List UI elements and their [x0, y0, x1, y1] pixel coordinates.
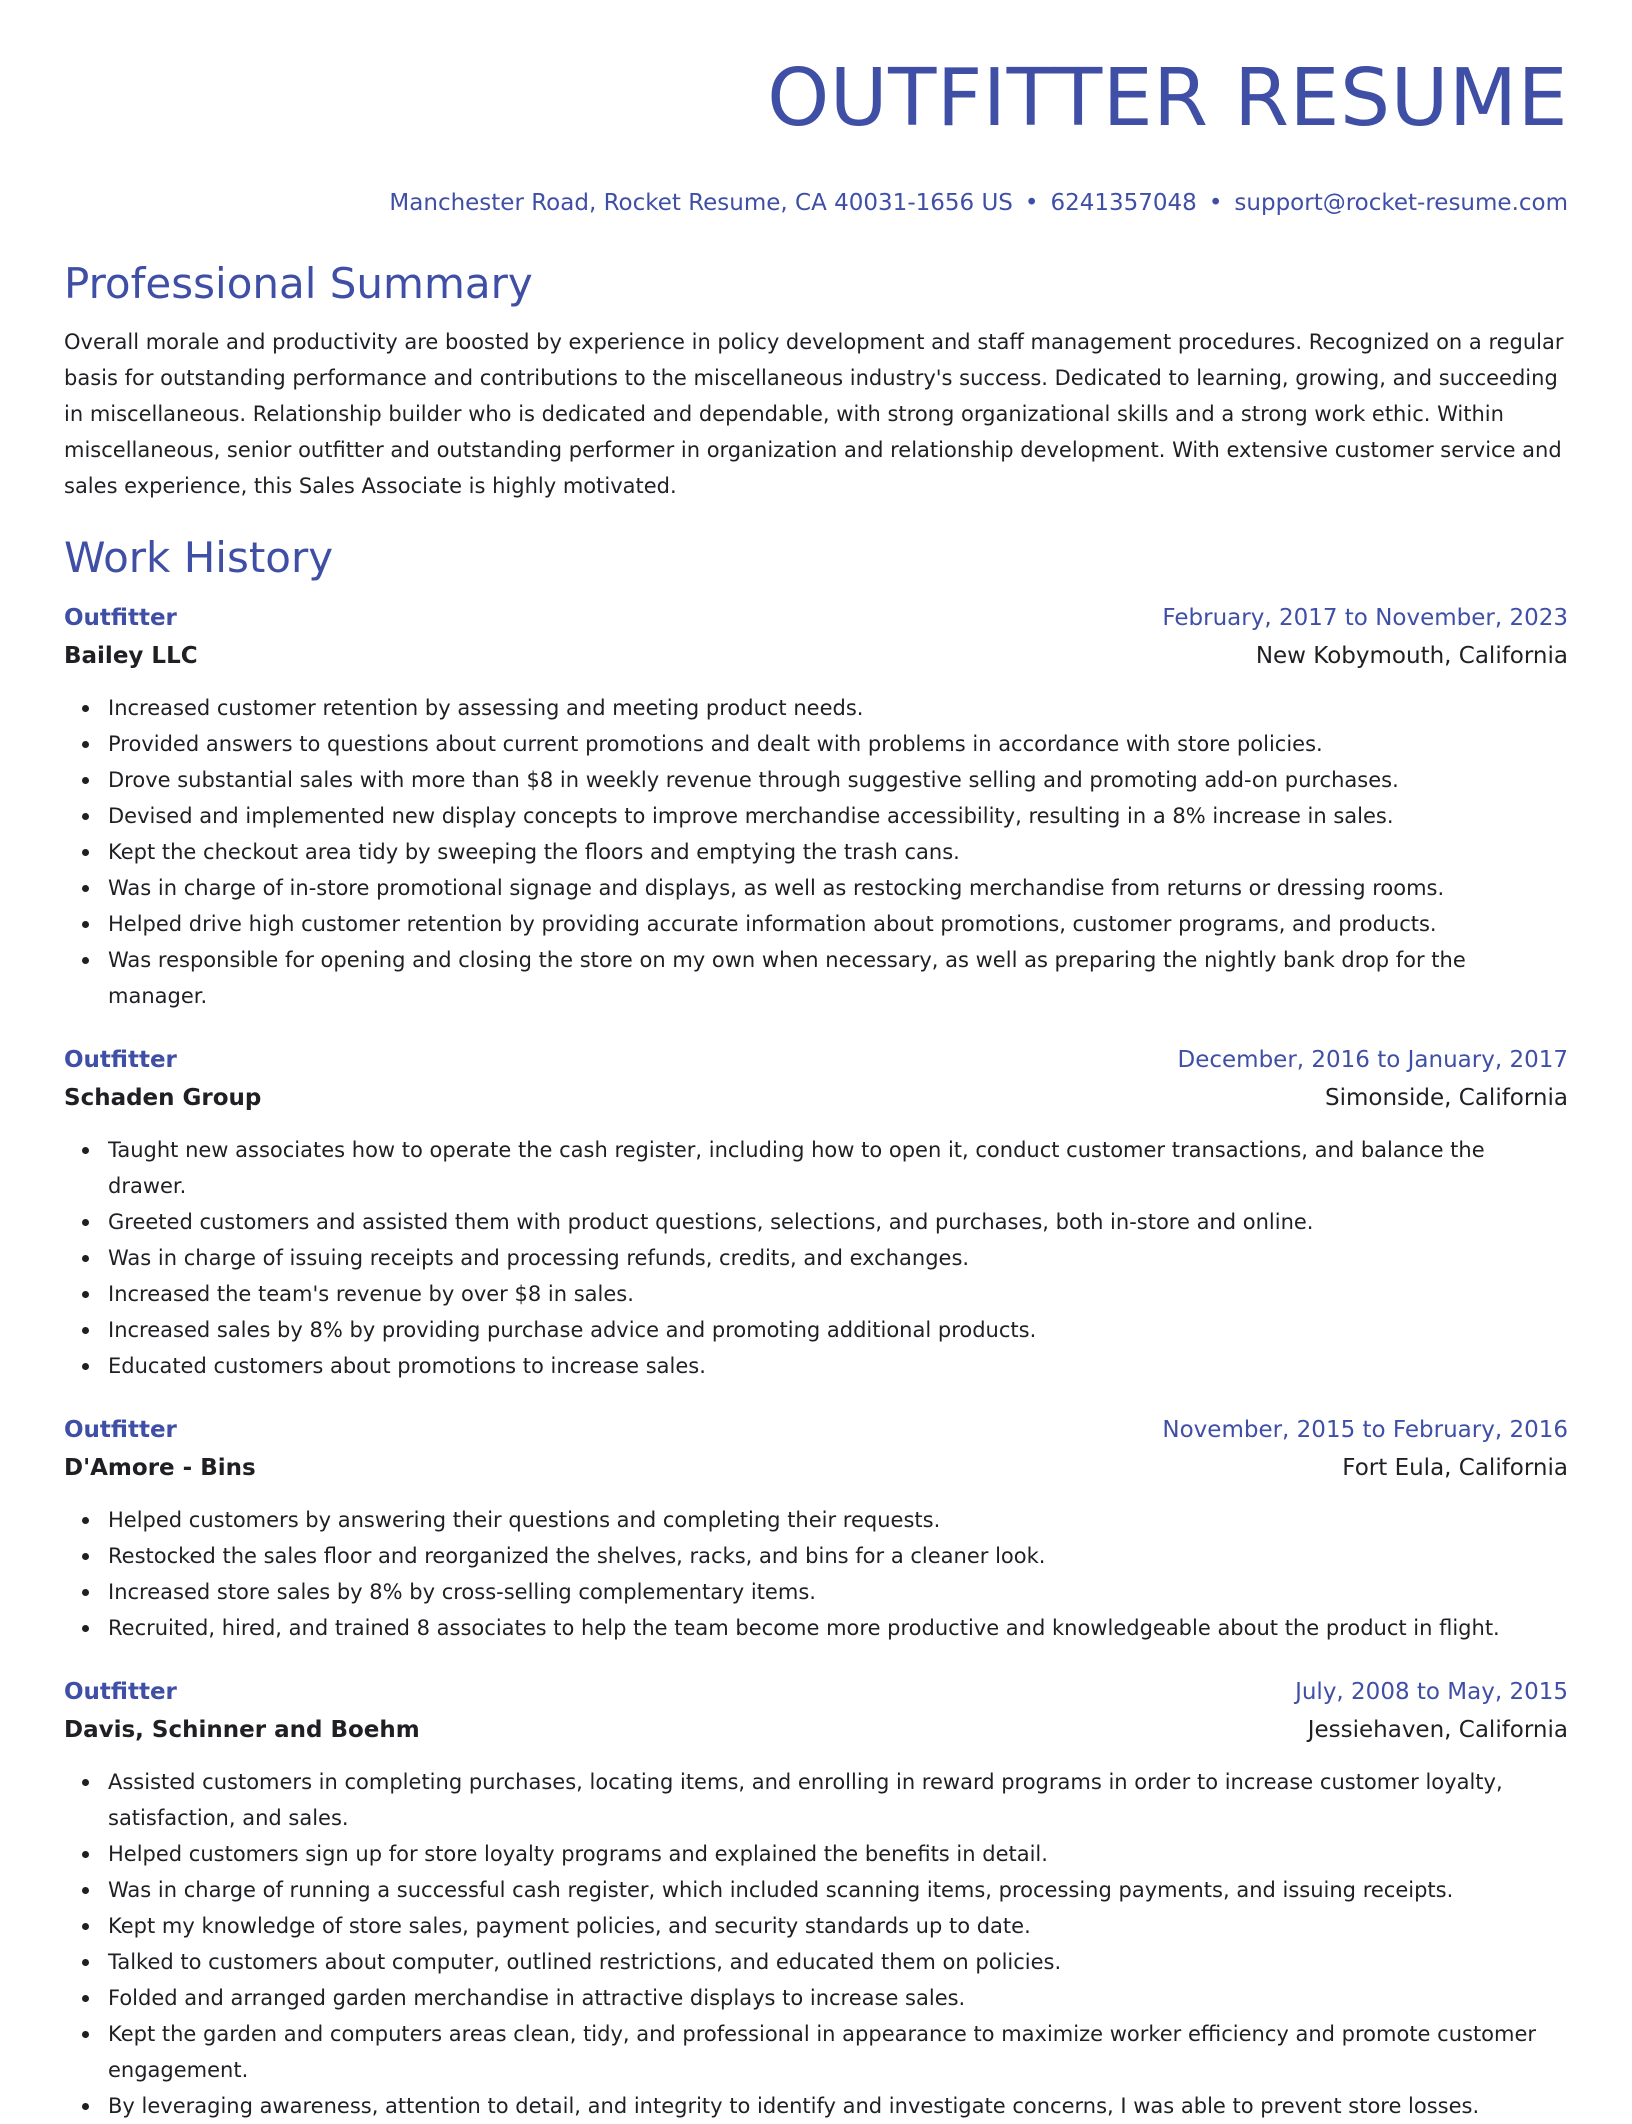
job-location: Fort Eula, California	[1342, 1455, 1568, 1481]
job-location: New Kobymouth, California	[1255, 643, 1568, 669]
job-company-row	[64, 1714, 1568, 1746]
job-role: Outfitter	[64, 1047, 177, 1073]
contact-separator: •	[1208, 190, 1223, 216]
resume-header	[64, 52, 1568, 218]
job-role: Outfitter	[64, 1417, 177, 1443]
job-bullet: Increased the team's revenue by over $8 in sales.	[108, 1276, 1568, 1312]
job-bullet: Recruited, hired, and trained 8 associates to help the team become more productive and knowledgeable about the product in flight.	[108, 1610, 1568, 1646]
summary-heading: Professional Summary	[64, 259, 533, 308]
job-company-row	[64, 640, 1568, 672]
job-dates: December, 2016 to January, 2017	[1177, 1047, 1568, 1073]
job-bullet: Kept the garden and computers areas clean, tidy, and professional in appearance to maximize worker efficiency and promote customer engagement.	[108, 2016, 1568, 2088]
job-location: Jessiehaven, California	[1307, 1717, 1568, 1743]
job-bullet: Helped customers sign up for store loyalty programs and explained the benefits in detail.	[108, 1836, 1568, 1872]
job-company-row	[64, 1082, 1568, 1114]
job-bullet: Kept the checkout area tidy by sweeping the floors and emptying the trash cans.	[108, 834, 1568, 870]
job-header-row	[64, 602, 1568, 634]
job-bullet: Kept my knowledge of store sales, payment policies, and security standards up to date.	[108, 1908, 1568, 1944]
job-header-row	[64, 1414, 1568, 1446]
job-bullet: Increased sales by 8% by providing purchase advice and promoting additional products.	[108, 1312, 1568, 1348]
contact-phone: 6241357048	[1050, 190, 1197, 216]
job-company: Bailey LLC	[64, 643, 198, 669]
work-history-heading: Work History	[64, 533, 334, 582]
job-company: Schaden Group	[64, 1085, 262, 1111]
job-bullet: By leveraging awareness, attention to detail, and integrity to identify and investigate concerns, I was able to prevent store losses.	[108, 2088, 1568, 2124]
job-bullet: Provided answers to questions about current promotions and dealt with problems in accordance with store policies.	[108, 726, 1568, 762]
job-bullet: Was in charge of issuing receipts and processing refunds, credits, and exchanges.	[108, 1240, 1568, 1276]
job-bullet: Assisted customers in completing purchases, locating items, and enrolling in reward programs in order to increase customer loyalty, satisfaction, and sales.	[108, 1764, 1568, 1836]
job-dates: July, 2008 to May, 2015	[1295, 1679, 1568, 1705]
job-bullet: Greeted customers and assisted them with product questions, selections, and purchases, both in-store and online.	[108, 1204, 1568, 1240]
job-role: Outfitter	[64, 605, 177, 631]
job-role: Outfitter	[64, 1679, 177, 1705]
job-bullet: Helped drive high customer retention by providing accurate information about promotions, customer programs, and products.	[108, 906, 1568, 942]
job-location: Simonside, California	[1324, 1085, 1568, 1111]
job-bullet: Drove substantial sales with more than $8 in weekly revenue through suggestive selling and promoting add-on purchases.	[108, 762, 1568, 798]
contact-address: Manchester Road, Rocket Resume, CA 40031-1656 US	[389, 190, 1013, 216]
job-entry	[64, 1044, 1568, 1384]
job-bullet: Devised and implemented new display concepts to improve merchandise accessibility, resulting in a 8% increase in sales.	[108, 798, 1568, 834]
job-entry	[64, 1414, 1568, 1646]
summary-text: Overall morale and productivity are boosted by experience in policy development and staff management procedures. Recognized on a regular basis for outstanding performance and contributions to the miscellaneous industry's success. Dedicated to learning, growing, and succeeding in miscellaneous. Relationship builder who is dedicated and dependable, with strong organizational skills and a strong work ethic. Within miscellaneous, senior outfitter and outstanding performer in organization and relationship development. With extensive customer service and sales experience, this Sales Associate is highly motivated.	[64, 330, 1564, 498]
job-bullets	[64, 1764, 1568, 2124]
job-bullet: Increased store sales by 8% by cross-selling complementary items.	[108, 1574, 1568, 1610]
contact-line	[64, 188, 1568, 218]
work-history-list	[64, 602, 1568, 2124]
job-bullets	[64, 1502, 1568, 1646]
job-entry	[64, 1676, 1568, 2124]
job-bullet: Was responsible for opening and closing the store on my own when necessary, as well as preparing the nightly bank drop for the manager.	[108, 942, 1568, 1014]
job-bullet: Helped customers by answering their questions and completing their requests.	[108, 1502, 1568, 1538]
job-dates: February, 2017 to November, 2023	[1162, 605, 1568, 631]
contact-separator: •	[1024, 190, 1039, 216]
job-bullet: Was in charge of running a successful cash register, which included scanning items, processing payments, and issuing receipts.	[108, 1872, 1568, 1908]
job-dates: November, 2015 to February, 2016	[1162, 1417, 1568, 1443]
job-company: Davis, Schinner and Boehm	[64, 1717, 420, 1743]
job-company: D'Amore - Bins	[64, 1455, 256, 1481]
job-bullet: Taught new associates how to operate the cash register, including how to open it, conduct customer transactions, and balance the drawer.	[108, 1132, 1568, 1204]
job-bullet: Increased customer retention by assessing and meeting product needs.	[108, 690, 1568, 726]
job-bullet: Talked to customers about computer, outlined restrictions, and educated them on policies.	[108, 1944, 1568, 1980]
job-company-row	[64, 1452, 1568, 1484]
job-header-row	[64, 1676, 1568, 1708]
resume-page	[64, 52, 1568, 2124]
job-header-row	[64, 1044, 1568, 1076]
job-bullet: Was in charge of in-store promotional signage and displays, as well as restocking merchandise from returns or dressing rooms.	[108, 870, 1568, 906]
contact-email: support@rocket-resume.com	[1234, 190, 1568, 216]
resume-title: OUTFITTER RESUME	[767, 52, 1568, 144]
job-entry	[64, 602, 1568, 1014]
job-bullets	[64, 1132, 1568, 1384]
job-bullets	[64, 690, 1568, 1014]
job-bullet: Educated customers about promotions to increase sales.	[108, 1348, 1568, 1384]
job-bullet: Restocked the sales floor and reorganized the shelves, racks, and bins for a cleaner look.	[108, 1538, 1568, 1574]
job-bullet: Folded and arranged garden merchandise in attractive displays to increase sales.	[108, 1980, 1568, 2016]
